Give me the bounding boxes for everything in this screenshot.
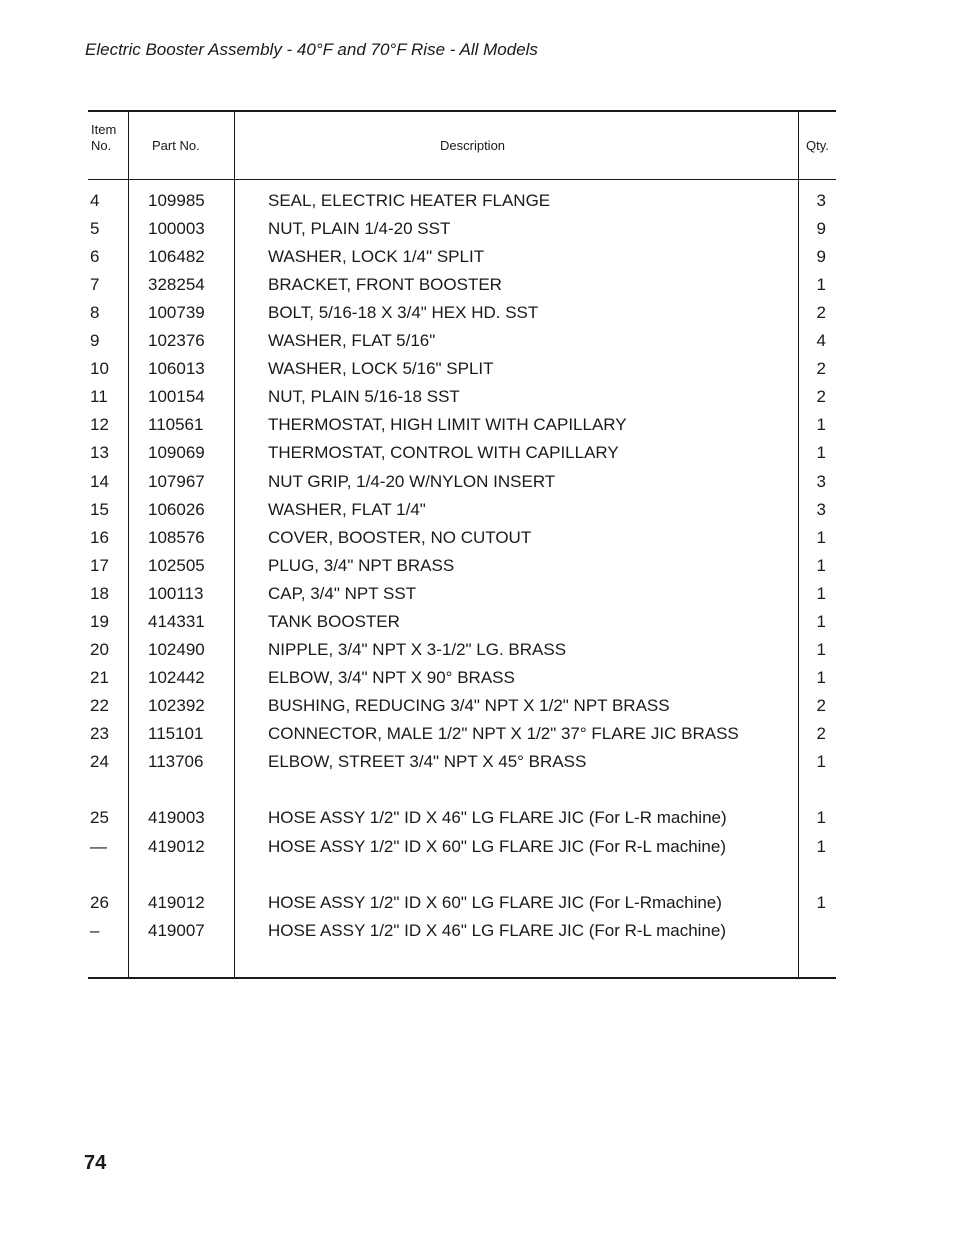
row-description: THERMOSTAT, HIGH LIMIT WITH CAPILLARY bbox=[268, 415, 627, 435]
table-row bbox=[88, 271, 836, 299]
row-qty: 1 bbox=[816, 527, 826, 547]
row-item: 13 bbox=[90, 443, 109, 463]
row-qty: 2 bbox=[816, 695, 826, 715]
table-row bbox=[88, 383, 836, 411]
table-top-rule bbox=[88, 110, 836, 112]
row-item: 8 bbox=[90, 303, 100, 323]
row-item: 10 bbox=[90, 359, 109, 379]
row-item: — bbox=[90, 837, 107, 856]
row-part: 419007 bbox=[148, 921, 205, 940]
row-item: 21 bbox=[90, 667, 109, 687]
row-part: 100113 bbox=[148, 583, 204, 603]
row-description: HOSE ASSY 1/2" ID X 46" LG FLARE JIC (For L-R machine) bbox=[268, 808, 727, 827]
table-row bbox=[88, 917, 836, 945]
row-description: WASHER, FLAT 1/4" bbox=[268, 499, 426, 519]
row-item: 26 bbox=[90, 893, 109, 912]
row-item: 19 bbox=[90, 611, 109, 631]
row-part: 110561 bbox=[148, 415, 204, 435]
row-part: 102490 bbox=[148, 639, 205, 659]
row-item: 4 bbox=[90, 191, 100, 210]
row-description: NUT, PLAIN 5/16-18 SST bbox=[268, 387, 460, 407]
row-part: 100003 bbox=[148, 219, 205, 239]
row-description: COVER, BOOSTER, NO CUTOUT bbox=[268, 527, 532, 547]
row-qty: 9 bbox=[816, 219, 826, 239]
row-part: 102376 bbox=[148, 331, 205, 351]
row-qty: 2 bbox=[816, 359, 826, 379]
row-description: BOLT, 5/16-18 X 3/4" HEX HD. SST bbox=[268, 303, 539, 323]
row-part: 100739 bbox=[148, 303, 205, 323]
row-qty: 1 bbox=[816, 667, 826, 687]
row-description: PLUG, 3/4" NPT BRASS bbox=[268, 555, 455, 575]
row-description: TANK BOOSTER bbox=[268, 611, 400, 631]
row-item: 5 bbox=[90, 219, 100, 239]
row-part: 115101 bbox=[148, 723, 204, 743]
row-item: 6 bbox=[90, 247, 100, 267]
row-part: 108576 bbox=[148, 527, 205, 547]
table-row bbox=[88, 580, 836, 608]
row-item: 11 bbox=[90, 387, 108, 407]
row-qty: 1 bbox=[816, 555, 826, 575]
header-qty: Qty. bbox=[806, 138, 829, 153]
row-qty: 2 bbox=[816, 303, 826, 323]
row-qty: 1 bbox=[816, 837, 826, 856]
table-row bbox=[88, 243, 836, 271]
row-description: BUSHING, REDUCING 3/4" NPT X 1/2" NPT BRASS bbox=[268, 695, 670, 715]
row-item: 18 bbox=[90, 583, 109, 603]
row-item: – bbox=[90, 921, 100, 940]
row-description: WASHER, FLAT 5/16" bbox=[268, 331, 436, 351]
table-row bbox=[88, 299, 836, 327]
row-qty: 1 bbox=[816, 415, 826, 435]
row-description: NUT GRIP, 1/4-20 W/NYLON INSERT bbox=[268, 471, 556, 491]
table-row bbox=[88, 524, 836, 552]
row-description: NUT, PLAIN 1/4-20 SST bbox=[268, 219, 451, 239]
row-item: 7 bbox=[90, 275, 100, 295]
row-item: 15 bbox=[90, 499, 109, 519]
row-qty: 1 bbox=[816, 275, 826, 295]
row-part: 109069 bbox=[148, 443, 205, 463]
table-row bbox=[88, 748, 836, 776]
row-part: 414331 bbox=[148, 611, 205, 631]
row-description: CAP, 3/4" NPT SST bbox=[268, 583, 417, 603]
table-row bbox=[88, 187, 836, 215]
table-row bbox=[88, 411, 836, 439]
row-qty: 3 bbox=[816, 191, 826, 210]
row-description: NIPPLE, 3/4" NPT X 3-1/2" LG. BRASS bbox=[268, 639, 567, 659]
page-title: Electric Booster Assembly - 40°F and 70°F Rise - All Models bbox=[85, 40, 538, 59]
table-row bbox=[88, 608, 836, 636]
row-part: 107967 bbox=[148, 471, 205, 491]
row-item: 9 bbox=[90, 331, 100, 351]
row-item: 23 bbox=[90, 723, 109, 743]
row-qty: 9 bbox=[816, 247, 826, 267]
table-row bbox=[88, 692, 836, 720]
row-part: 419003 bbox=[148, 808, 205, 827]
row-item: 22 bbox=[90, 695, 109, 715]
row-part: 113706 bbox=[148, 752, 204, 771]
table-row bbox=[88, 355, 836, 383]
header-item-line2: No. bbox=[91, 138, 112, 153]
row-description: ELBOW, 3/4" NPT X 90° BRASS bbox=[268, 667, 515, 687]
row-description: WASHER, LOCK 5/16" SPLIT bbox=[268, 359, 494, 379]
row-description: HOSE ASSY 1/2" ID X 46" LG FLARE JIC (For R-L machine) bbox=[268, 921, 727, 940]
table-bottom-rule bbox=[88, 977, 836, 979]
table-row bbox=[88, 720, 836, 748]
table-row bbox=[88, 804, 836, 832]
row-description: CONNECTOR, MALE 1/2" NPT X 1/2" 37° FLARE JIC BRASS bbox=[268, 723, 739, 743]
row-qty: 1 bbox=[816, 583, 826, 603]
row-part: 102442 bbox=[148, 667, 205, 687]
header-rule bbox=[88, 179, 836, 180]
row-part: 100154 bbox=[148, 387, 205, 407]
row-item: 20 bbox=[90, 639, 109, 659]
row-part: 102505 bbox=[148, 555, 205, 575]
row-item: 16 bbox=[90, 527, 109, 547]
row-qty: 1 bbox=[816, 639, 826, 659]
row-qty: 1 bbox=[816, 808, 826, 827]
row-part: 106013 bbox=[148, 359, 205, 379]
row-part: 106482 bbox=[148, 247, 205, 267]
row-description: HOSE ASSY 1/2" ID X 60" LG FLARE JIC (For R-L machine) bbox=[268, 837, 727, 856]
row-description: HOSE ASSY 1/2" ID X 60" LG FLARE JIC (For L-Rmachine) bbox=[268, 893, 722, 912]
row-item: 25 bbox=[90, 808, 109, 827]
row-part: 106026 bbox=[148, 499, 205, 519]
row-part: 419012 bbox=[148, 893, 205, 912]
row-qty: 1 bbox=[816, 893, 826, 912]
row-item: 17 bbox=[90, 555, 109, 575]
row-qty: 2 bbox=[816, 723, 826, 743]
table-row bbox=[88, 215, 836, 243]
row-qty: 1 bbox=[816, 752, 826, 771]
table-row bbox=[88, 664, 836, 692]
table-row bbox=[88, 889, 836, 917]
table-row bbox=[88, 468, 836, 496]
table-row bbox=[88, 636, 836, 664]
page-number: 74 bbox=[84, 1152, 107, 1174]
header-item-line1: Item bbox=[91, 122, 117, 137]
row-qty: 2 bbox=[816, 387, 826, 407]
table-row bbox=[88, 496, 836, 524]
row-qty: 3 bbox=[816, 499, 826, 519]
row-part: 102392 bbox=[148, 695, 205, 715]
row-item: 14 bbox=[90, 471, 109, 491]
row-description: BRACKET, FRONT BOOSTER bbox=[268, 275, 502, 295]
table-row bbox=[88, 439, 836, 467]
row-qty: 1 bbox=[816, 611, 826, 631]
row-description: SEAL, ELECTRIC HEATER FLANGE bbox=[268, 191, 551, 210]
parts-table bbox=[88, 110, 836, 980]
header-part-no: Part No. bbox=[152, 138, 200, 153]
table-row bbox=[88, 833, 836, 861]
row-description: WASHER, LOCK 1/4" SPLIT bbox=[268, 247, 485, 267]
row-description: ELBOW, STREET 3/4" NPT X 45° BRASS bbox=[268, 752, 587, 771]
row-item: 12 bbox=[90, 415, 109, 435]
row-qty: 4 bbox=[816, 331, 826, 351]
table-row bbox=[88, 552, 836, 580]
table-row bbox=[88, 327, 836, 355]
header-item-no bbox=[91, 122, 116, 154]
row-description: THERMOSTAT, CONTROL WITH CAPILLARY bbox=[268, 443, 619, 463]
row-item: 24 bbox=[90, 752, 109, 771]
row-part: 109985 bbox=[148, 191, 205, 210]
row-part: 419012 bbox=[148, 837, 205, 856]
row-qty: 1 bbox=[816, 443, 826, 463]
row-qty: 3 bbox=[816, 471, 826, 491]
header-description: Description bbox=[440, 138, 506, 153]
row-part: 328254 bbox=[148, 275, 205, 295]
